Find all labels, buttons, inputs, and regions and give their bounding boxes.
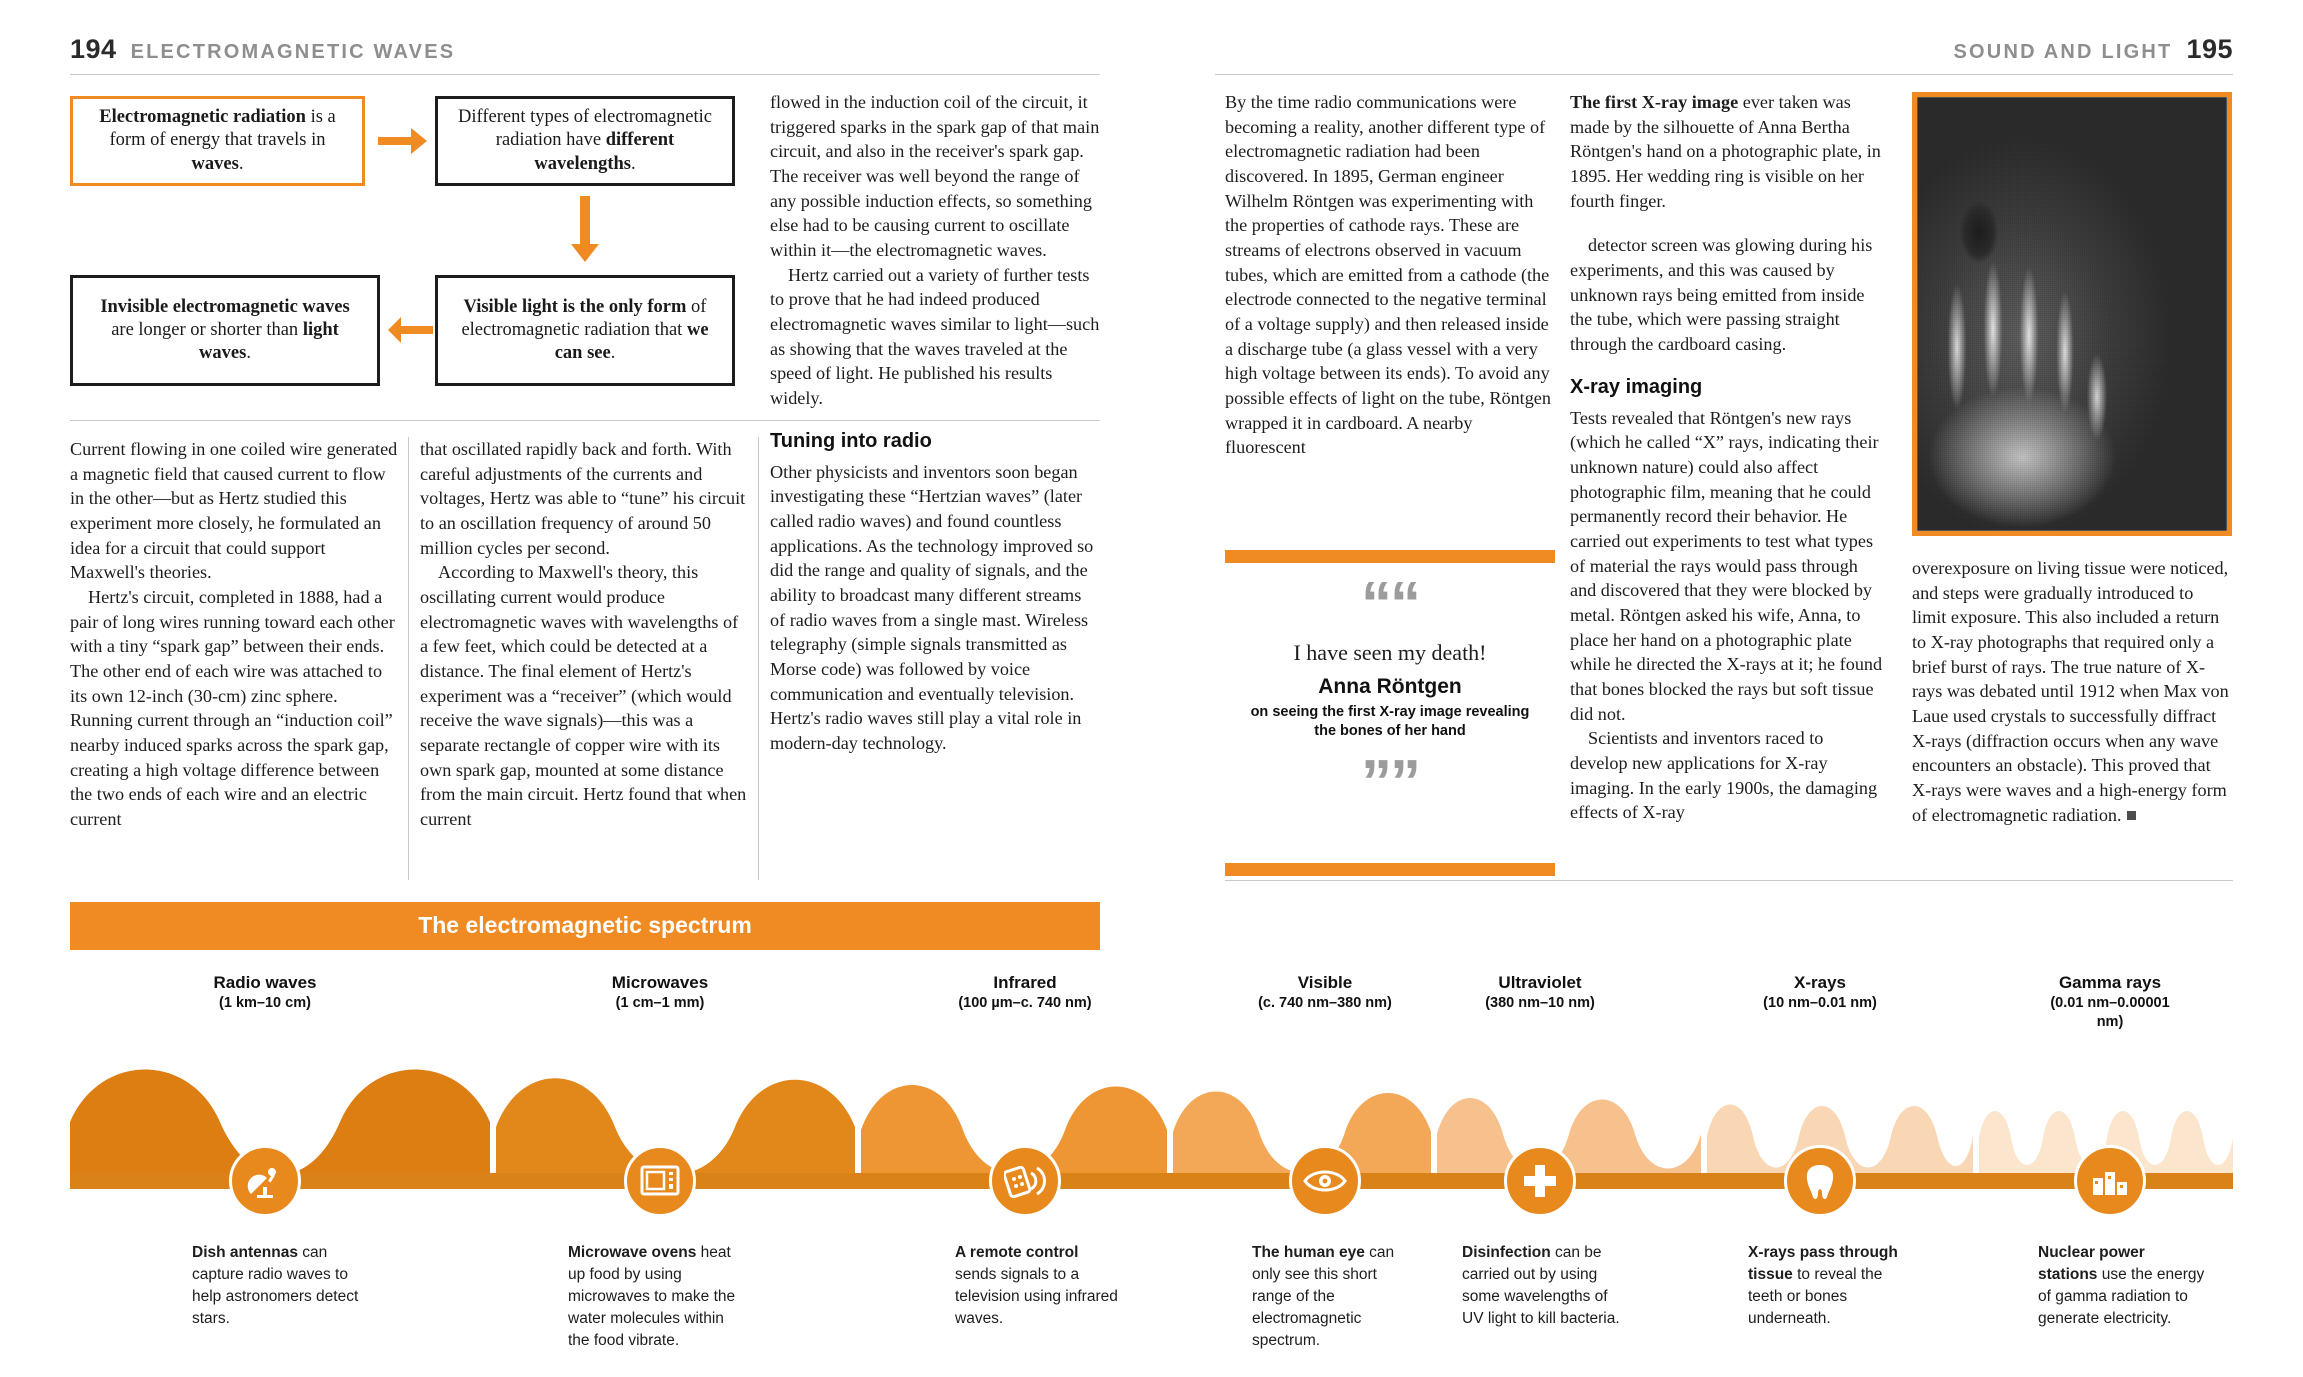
caption-lead: The human eye [1252, 1244, 1365, 1261]
column-divider [758, 437, 759, 880]
figure-caption-xray: The first X-ray image ever taken was made by the silhouette of Anna Bertha Röntgen's hand on a photographic plate, in 1895. Her wedding ring is visible on her fourth finger. [1570, 92, 1881, 211]
header-rule-left [70, 74, 1100, 75]
flow-arrow-down-icon [568, 196, 602, 269]
header-left [70, 34, 455, 65]
flow-arrow-right-icon [378, 124, 428, 163]
caption-rest: to reveal the teeth or bones underneath. [1748, 1266, 1883, 1327]
running-head-left: ELECTROMAGNETIC WAVES [130, 41, 456, 63]
flow-box-4-text: Invisible electromagnetic waves are longer or shorter than light waves. [100, 296, 350, 364]
spectrum-band-label [1485, 972, 1595, 1013]
spectrum-caption [1748, 1242, 1916, 1330]
body-column-6 [1912, 556, 2232, 827]
paragraph-text: overexposure on living tissue were noticed, and steps were gradually introduced to limit exposure. This also included a return to X-ray photographs that required only a brief burst of rays. The true nature of X-rays was debated until 1912 when Max von Laue used crystals to successfully diffract X-rays (diffraction occurs when any wave encounters an obstacle). This proved that X-rays were waves and a high-energy form of electromagnetic radiation. [1912, 558, 2229, 825]
running-head-right: SOUND AND LIGHT [1953, 41, 2173, 63]
caption-rest: heat up food by using microwaves to make the water molecules within the food vibrate. [568, 1244, 736, 1349]
quote-close-mark: ”” [1361, 748, 1419, 818]
caption-lead: Microwave ovens [568, 1244, 697, 1261]
band-range: (c. 740 nm–380 nm) [1258, 995, 1392, 1012]
wave-svg [70, 1022, 2233, 1174]
header-rule-right [1215, 74, 2233, 75]
medical-cross-icon [1504, 1145, 1576, 1217]
right-page-bottom-rule [1225, 880, 2233, 881]
paragraph [1912, 556, 2232, 827]
paragraph: flowed in the induction coil of the circuit, it triggered sparks in the spark gap of that main circuit, and also in the receiver's spark gap. The receiver was well beyond the range of any possible induction effects, so something else had to be causing current to oscillate within it—the electromagnetic waves. [770, 92, 1100, 260]
body-column-1 [70, 437, 400, 832]
caption-lead: X-rays pass through tissue [1748, 1244, 1898, 1283]
caption-lead: Dish antennas [192, 1244, 298, 1261]
flow-box-2-text: Different types of electromagnetic radiation have different wavelengths. [458, 107, 712, 174]
xray-photograph [1912, 92, 2232, 536]
folio-right: 195 [2186, 34, 2233, 64]
flow-box-3 [435, 275, 735, 386]
band-name: Microwaves [611, 973, 709, 992]
subheading-tuning-into-radio: Tuning into radio [770, 429, 932, 452]
flow-box-1-text: Electromagnetic radiation is a form of energy that travels in waves. [99, 107, 336, 174]
paragraph: By the time radio communications were becoming a reality, another different type of electromagnetic radiation had been discovered. In 1895, German engineer Wilhelm Röntgen was experimenting with the properties of cathode rays. These are streams of electrons observed in vacuum tubes, which are emitted from a cathode (the electrode connected to the negative terminal of a voltage supply) and then released inside a discharge tube (a glass vessel with a very high voltage between its ends). To avoid any possible effects of light on the tube, Röntgen wrapped it in cardboard. A nearby fluorescent [1225, 92, 1551, 458]
quote-text: I have seen my death! [1293, 640, 1487, 666]
tooth-icon [1784, 1145, 1856, 1217]
spectrum-caption [1462, 1242, 1630, 1330]
caption-lead: Disinfection [1462, 1244, 1551, 1261]
band-name: Infrared [993, 973, 1057, 992]
power-plant-icon [2074, 1145, 2146, 1217]
caption-lead: Nuclear power stations [2038, 1244, 2145, 1283]
paragraph: that oscillated rapidly back and forth. With careful adjustments of the currents and voltages, Hertz was able to “tune” his circuit to an oscillation frequency of around 50 million cycles per second. [420, 439, 746, 558]
band-range: (380 nm–10 nm) [1485, 995, 1595, 1012]
spectrum-caption [192, 1242, 360, 1330]
band-range: (100 µm–c. 740 nm) [958, 995, 1092, 1012]
quote-open-mark: ““ [1361, 570, 1419, 639]
band-name: Gamma rays [2058, 973, 2162, 992]
band-name: X-rays [1794, 973, 1846, 992]
spectrum-caption [1252, 1242, 1420, 1352]
flow-box-2 [435, 96, 735, 186]
band-range: (1 cm–1 mm) [615, 995, 705, 1012]
caption-rest: use the energy of gamma radiation to generate electricity. [2038, 1266, 2205, 1327]
eye-icon [1289, 1145, 1361, 1217]
spectrum-panel [70, 902, 2233, 1349]
band-name: Visible [1297, 973, 1353, 992]
page-header [70, 34, 2233, 78]
paragraph: According to Maxwell's theory, this oscillating current would produce electromagnetic waves with wavelengths of a few feet, which could be detected at a distance. The final element of Hertz's experiment was a “receiver” (which would receive the wave signals)—this was a separate rectangle of copper wire with its own spark gap, mounted at some distance from the main circuit. Hertz found that when current [420, 562, 747, 829]
spectrum-band-labels [70, 972, 2233, 1030]
caption-rest: can only see this short range of the electromagnetic spectrum. [1252, 1244, 1395, 1349]
microwave-oven-icon [624, 1145, 696, 1217]
end-mark [2127, 811, 2136, 820]
column-divider [408, 437, 409, 880]
spectrum-caption [2038, 1242, 2206, 1330]
paragraph: Hertz carried out a variety of further tests to prove that he had indeed produced electromagnetic waves similar to light—such as showing that the waves traveled at the speed of light. He published his results widely. [770, 264, 1100, 408]
quote-bar-bottom [1225, 863, 1555, 876]
band-name: Radio waves [213, 973, 317, 992]
quote-subline: on seeing the first X-ray image revealing the bones of her hand [1250, 703, 1530, 739]
spectrum-band-label [214, 972, 317, 1013]
band-range: (1 km–10 cm) [219, 995, 311, 1012]
flow-box-3-text: Visible light is the only form of electromagnetic radiation that we can see. [461, 296, 709, 364]
spectrum-band-label [958, 972, 1091, 1013]
spectrum-title: The electromagnetic spectrum [70, 902, 1100, 950]
remote-control-icon [989, 1145, 1061, 1217]
paragraph: Scientists and inventors raced to develop new applications for X-ray imaging. In the early 1900s, the damaging effects of X-ray [1570, 728, 1878, 823]
quote-bar-top [1225, 550, 1555, 563]
spectrum-caption [568, 1242, 736, 1352]
caption-rest: sends signals to a television using infrared waves. [955, 1266, 1118, 1327]
spectrum-band-label [612, 972, 708, 1013]
band-name: Ultraviolet [1498, 973, 1582, 992]
flow-box-1 [70, 96, 365, 186]
xray-image-grain [1917, 97, 2227, 531]
paragraph: Other physicists and inventors soon began investigating these “Hertzian waves” (later called radio waves) and found countless applications. As the technology improved so did the range and quality of signals, and the ability to broadcast many different streams of radio waves from a single mast. Wireless telegraphy (simple signals transmitted as Morse code) was followed by voice communication and eventually television. Hertz's radio waves still play a vital role in modern-day technology. [770, 461, 1094, 753]
spectrum-baseline-bar [70, 1173, 2233, 1189]
spectrum-band-label [1258, 972, 1392, 1013]
band-range: (0.01 nm–0.00001 nm) [2050, 995, 2170, 1030]
caption-rest: can be carried out by using some wavelengths of UV light to kill bacteria. [1462, 1244, 1620, 1327]
band-range: (10 nm–0.01 nm) [1763, 995, 1877, 1012]
subheading-xray-imaging: X-ray imaging [1570, 375, 1703, 398]
spectrum-caption [955, 1242, 1123, 1330]
folio-left: 194 [70, 34, 117, 64]
body-column-4 [1225, 90, 1555, 460]
paragraph: Tests revealed that Röntgen's new rays (which he called “X” rays, indicating their unknown nature) could also affect photographic film, meaning that he could permanently record their behavior. He carried out experiments to test what types of material the rays would pass through and discovered that they were blocked by metal. Röntgen asked his wife, Anna, to place her hand on a photographic plate while he directed the X-rays at it; he found that bones blocked the rays but soft tissue did not. [1570, 407, 1883, 724]
quote-attribution: Anna Röntgen [1318, 674, 1462, 698]
spectrum-band-label [1763, 972, 1877, 1013]
caption-lead: A remote control [955, 1244, 1079, 1261]
flow-arrow-left-icon [388, 313, 433, 352]
paragraph: detector screen was glowing during his experiments, and this was caused by unknown rays being emitted from inside the tube, which were passing straight through the cardboard casing. [1570, 235, 1873, 354]
spectrum-wave-graphic [70, 1022, 2233, 1172]
paragraph: Current flowing in one coiled wire generated a magnetic field that caused current to flow in the other—but as Hertz studied this experiment more closely, he formulated an idea for a circuit that could support Maxwell's theories. [70, 439, 398, 583]
paragraph: Hertz's circuit, completed in 1888, had a pair of long wires running toward each other with a tiny “spark gap” between their ends. The other end of each wire was attached to its own 12-inch (30-cm) zinc sphere. Running current through an “induction coil” nearby induced sparks across the spark gap, creating a high voltage difference between the two ends of each wire and an electric current [70, 586, 395, 829]
caption-rest: can capture radio waves to help astronomers detect stars. [192, 1244, 359, 1327]
header-right [1954, 34, 2233, 65]
flow-box-4 [70, 275, 380, 386]
body-column-2 [420, 437, 750, 832]
body-column-5 [1570, 90, 1885, 825]
body-column-3 [770, 90, 1100, 756]
pull-quote [1245, 570, 1535, 818]
satellite-dish-icon [229, 1145, 301, 1217]
